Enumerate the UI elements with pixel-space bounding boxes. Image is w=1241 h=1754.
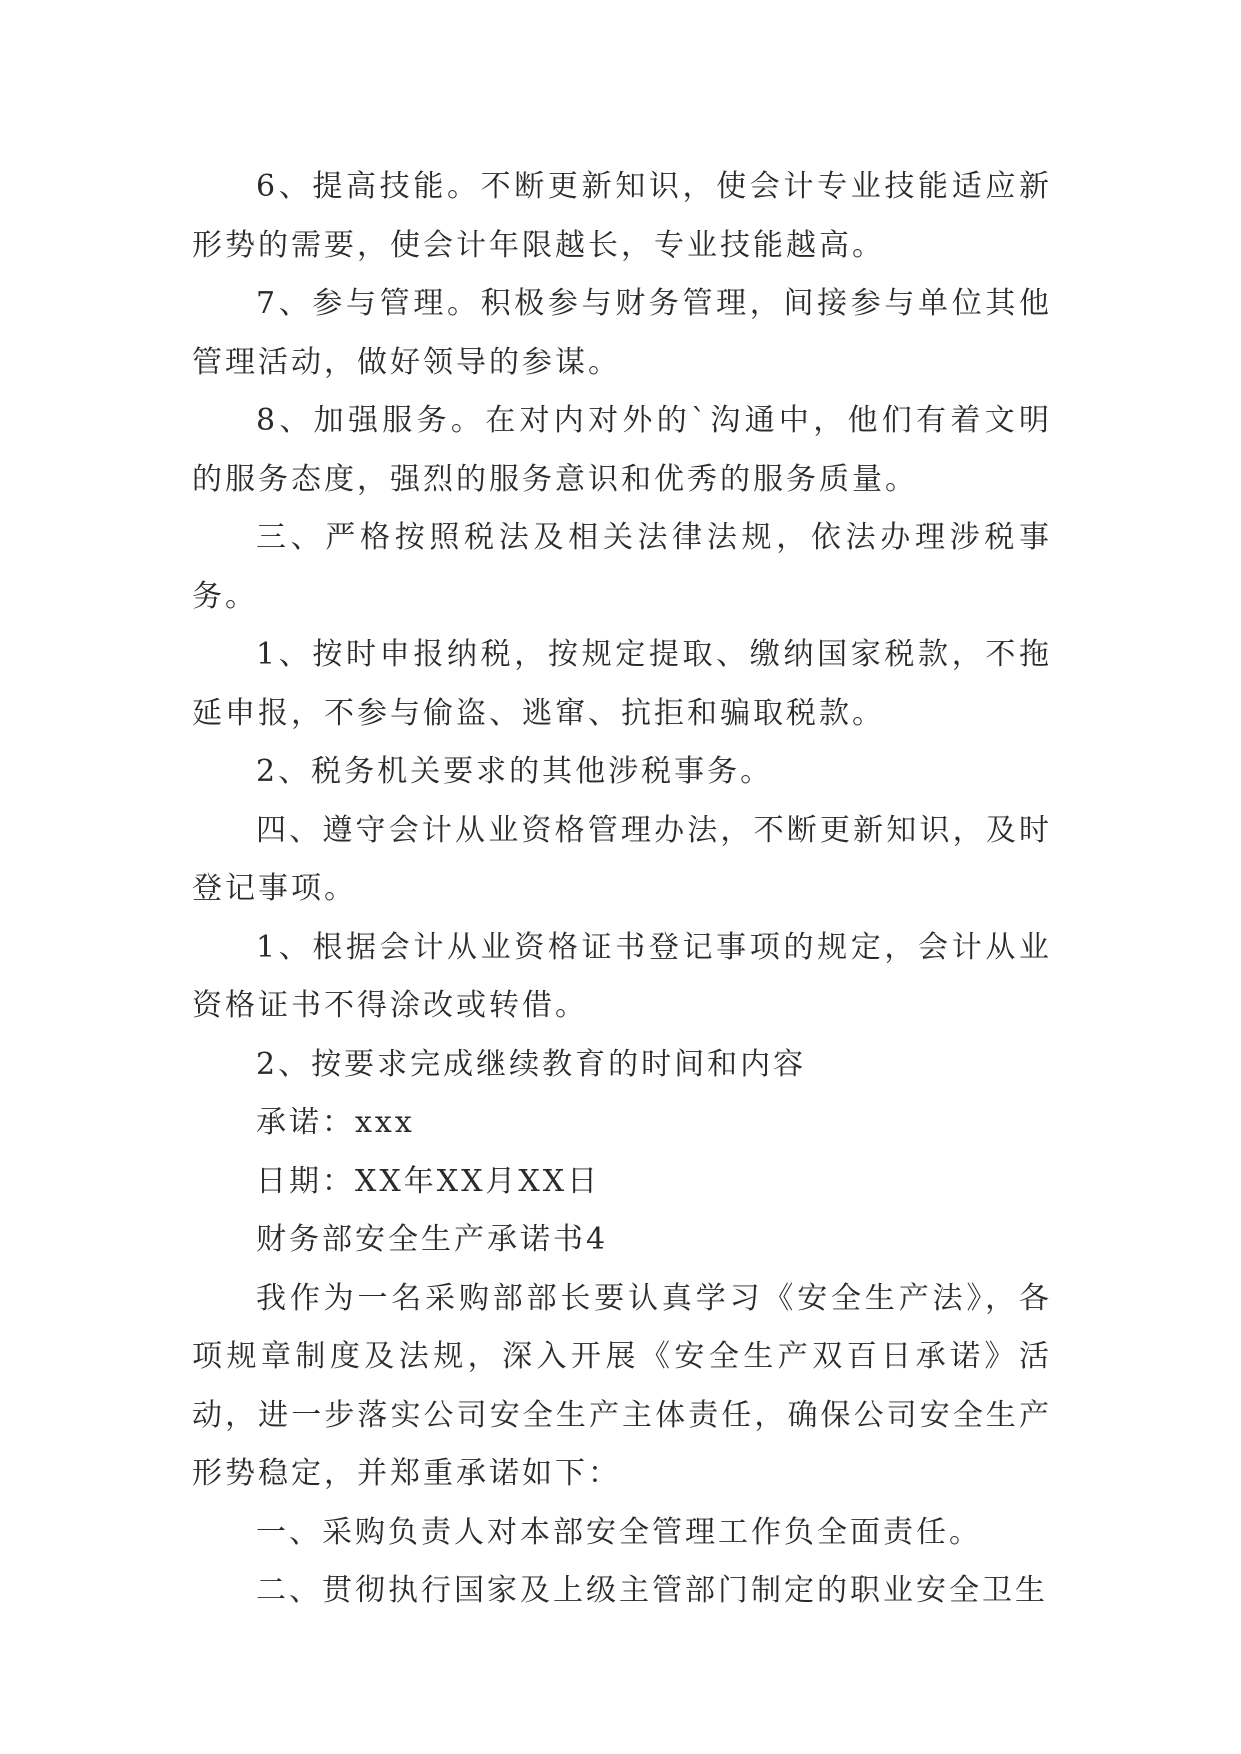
- paragraph-tax-1: 1、按时申报纳税，按规定提取、缴纳国家税款，不拖延申报，不参与偷盗、逃窜、抗拒和骗取税款。: [192, 637, 1052, 731]
- commitment-item-2: 二、贯彻执行国家及上级主管部门制定的职业安全卫生: [256, 1573, 1048, 1608]
- paragraph-cert-2: 2、按要求完成继续教育的时间和内容: [256, 1046, 807, 1082]
- document-body: [192, 158, 1052, 1621]
- paragraph-item-6: 6、提高技能。不断更新知识，使会计专业技能适应新形势的需要，使会计年限越长，专业技能越高。: [192, 169, 1052, 263]
- section-heading-3: 三、严格按照税法及相关法律法规，依法办理涉税事务。: [192, 520, 1052, 614]
- paragraph-item-8: 8、加强服务。在对内对外的`沟通中，他们有着文明的服务态度，强烈的服务意识和优秀的服务质量。: [192, 403, 1052, 497]
- section-heading-4: 四、遵守会计从业资格管理办法，不断更新知识，及时登记事项。: [192, 812, 1052, 906]
- paragraph-item-7: 7、参与管理。积极参与财务管理，间接参与单位其他管理活动，做好领导的参谋。: [192, 286, 1052, 380]
- commitment-item-1: 一、采购负责人对本部安全管理工作负全面责任。: [256, 1514, 982, 1550]
- paragraph-tax-2: 2、税务机关要求的其他涉税事务。: [256, 754, 774, 789]
- intro-paragraph: 我作为一名采购部部长要认真学习《安全生产法》，各项规章制度及法规，深入开展《安全生产双百日承诺》活动，进一步落实公司安全生产主体责任，确保公司安全生产形势稳定，并郑重承诺如下：: [192, 1280, 1052, 1491]
- date-line: 日期：XX年XX月XX日: [256, 1163, 601, 1199]
- paragraph-cert-1: 1、根据会计从业资格证书登记事项的规定，会计从业资格证书不得涂改或转借。: [192, 929, 1052, 1023]
- document-subtitle: 财务部安全生产承诺书4: [256, 1222, 609, 1257]
- promiser-line: 承诺：xxx: [256, 1105, 415, 1140]
